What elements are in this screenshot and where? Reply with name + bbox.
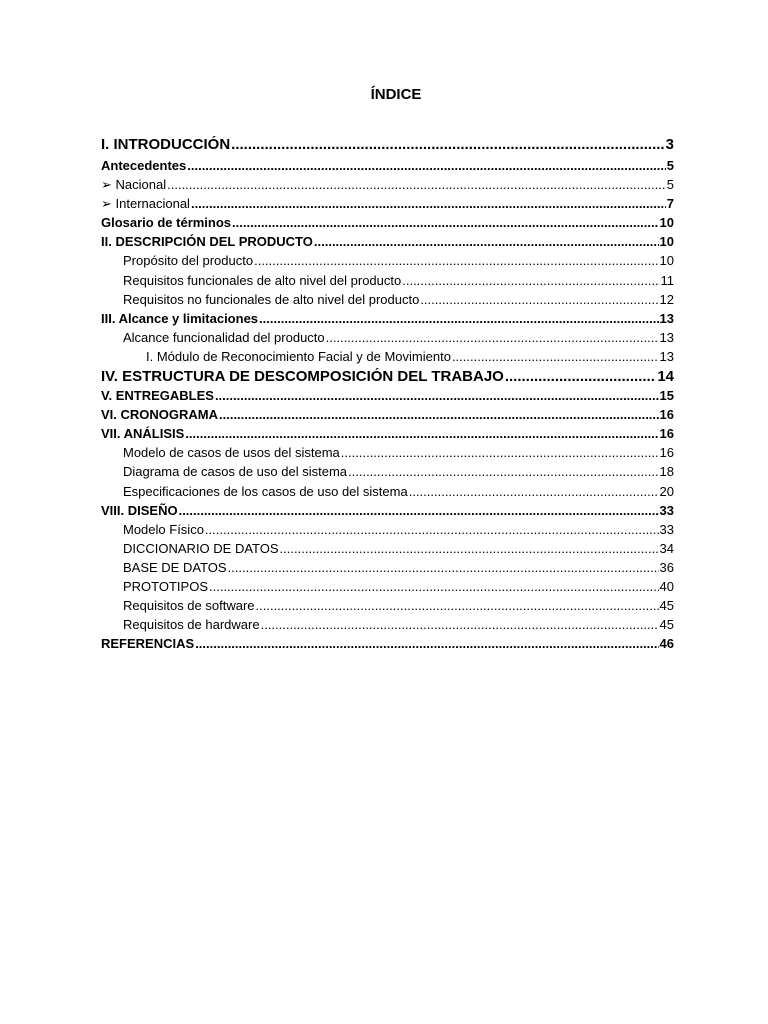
toc-page-number: 13 — [659, 329, 674, 345]
toc-page-number: 40 — [659, 578, 674, 594]
dot-leader — [341, 445, 659, 460]
toc-page-number: 10 — [659, 234, 674, 250]
toc-page-number: 13 — [659, 348, 674, 364]
dot-leader — [259, 311, 659, 326]
dot-leader — [326, 330, 659, 345]
dot-leader — [505, 368, 656, 385]
toc-page-number: 36 — [659, 559, 674, 575]
toc-page-number: 14 — [657, 368, 674, 386]
toc-entry[interactable] — [101, 388, 674, 407]
toc-entry-title: Requisitos de software — [123, 598, 255, 614]
dot-leader — [232, 215, 658, 230]
toc-entry-title: PROTOTIPOS — [123, 578, 208, 594]
toc-entry-title: Propósito del producto — [123, 253, 254, 269]
toc-entry-title: VI. CRONOGRAMA — [101, 407, 218, 423]
dot-leader — [348, 464, 659, 479]
dot-leader — [231, 136, 664, 153]
toc-entry[interactable] — [101, 349, 674, 368]
toc-entry[interactable] — [101, 215, 674, 234]
dot-leader — [219, 407, 659, 422]
dot-leader — [261, 617, 659, 632]
toc-entry[interactable] — [101, 617, 674, 636]
toc-entry-title: III. Alcance y limitaciones — [101, 310, 259, 326]
toc-entry-title: Diagrama de casos de uso del sistema — [123, 464, 348, 480]
toc-entry[interactable] — [101, 196, 674, 215]
toc-entry-title: Alcance funcionalidad del producto — [123, 329, 325, 345]
toc-entry[interactable] — [101, 541, 674, 560]
toc-entry[interactable] — [101, 311, 674, 330]
dot-leader — [402, 273, 659, 288]
toc-page-number: 33 — [659, 502, 674, 518]
table-of-contents — [101, 136, 674, 655]
toc-entry-title: Especificaciones de los casos de uso del sistema — [123, 483, 408, 499]
toc-page-number: 34 — [659, 540, 674, 556]
toc-entry-title: DICCIONARIO DE DATOS — [123, 540, 279, 556]
toc-entry[interactable] — [101, 598, 674, 617]
toc-entry-title: Requisitos de hardware — [123, 617, 260, 633]
toc-page-number: 11 — [660, 272, 674, 288]
toc-entry-title: I. INTRODUCCIÓN — [101, 136, 231, 153]
toc-entry[interactable] — [101, 503, 674, 522]
dot-leader — [409, 484, 659, 499]
toc-entry[interactable] — [101, 368, 674, 388]
toc-page-number: 16 — [659, 407, 674, 423]
toc-entry-title: Antecedentes — [101, 158, 187, 173]
dot-leader — [215, 388, 659, 403]
toc-entry-title: Requisitos no funcionales de alto nivel del producto — [123, 291, 420, 307]
dot-leader — [314, 234, 659, 249]
dot-leader — [191, 196, 666, 211]
toc-page-number: 20 — [659, 483, 674, 499]
toc-page-number: 18 — [659, 464, 674, 480]
toc-entry-title: II. DESCRIPCIÓN DEL PRODUCTO — [101, 234, 313, 250]
toc-entry-title: Modelo de casos de usos del sistema — [123, 445, 340, 461]
toc-entry-title: Requisitos funcionales de alto nivel del producto — [123, 272, 402, 288]
toc-entry[interactable] — [101, 273, 674, 292]
toc-entry[interactable] — [101, 253, 674, 272]
toc-page-number: 46 — [659, 636, 674, 652]
toc-entry[interactable] — [101, 177, 674, 196]
toc-page-number: 33 — [659, 521, 674, 537]
toc-page-number: 13 — [659, 310, 674, 326]
dot-leader — [167, 177, 666, 192]
toc-entry-title: Glosario de términos — [101, 215, 232, 231]
toc-entry-title: Modelo Físico — [123, 521, 204, 537]
toc-entry[interactable] — [101, 136, 674, 156]
dot-leader — [209, 579, 659, 594]
toc-page-number: 12 — [659, 291, 674, 307]
dot-leader — [256, 598, 659, 613]
toc-page-number: 16 — [659, 426, 674, 442]
dot-leader — [452, 349, 659, 364]
toc-entry[interactable] — [101, 445, 674, 464]
toc-page-number: 5 — [666, 177, 674, 193]
toc-entry-title: ➢ Nacional — [101, 177, 167, 193]
toc-entry-title: VII. ANÁLISIS — [101, 426, 185, 442]
dot-leader — [187, 158, 666, 173]
dot-leader — [205, 522, 659, 537]
toc-entry[interactable] — [101, 330, 674, 349]
toc-entry[interactable] — [101, 560, 674, 579]
toc-entry[interactable] — [101, 484, 674, 503]
toc-entry[interactable] — [101, 407, 674, 426]
dot-leader — [280, 541, 659, 556]
toc-entry[interactable] — [101, 464, 674, 483]
toc-entry-title: IV. ESTRUCTURA DE DESCOMPOSICIÓN DEL TRABAJO — [101, 368, 504, 386]
dot-leader — [195, 636, 658, 651]
toc-entry[interactable] — [101, 636, 674, 655]
toc-entry[interactable] — [101, 522, 674, 541]
toc-entry[interactable] — [101, 579, 674, 598]
dot-leader — [228, 560, 659, 575]
toc-page-number: 5 — [666, 158, 674, 173]
toc-entry[interactable] — [101, 234, 674, 253]
toc-page-number: 10 — [659, 253, 674, 269]
toc-entry[interactable] — [101, 158, 674, 177]
toc-entry-title: REFERENCIAS — [101, 636, 195, 652]
toc-page-number: 3 — [665, 136, 674, 153]
toc-page-number: 10 — [659, 215, 674, 231]
toc-page-number: 45 — [659, 617, 674, 633]
toc-entry-title: I. Módulo de Reconocimiento Facial y de Movimiento — [146, 348, 451, 364]
toc-page-number: 16 — [659, 445, 674, 461]
toc-entry-title: VIII. DISEÑO — [101, 502, 178, 518]
dot-leader — [420, 292, 658, 307]
toc-page-number: 7 — [666, 196, 674, 212]
toc-entry-title: BASE DE DATOS — [123, 559, 227, 575]
dot-leader — [185, 426, 658, 441]
dot-leader — [254, 253, 658, 268]
toc-entry-title: V. ENTREGABLES — [101, 388, 214, 404]
page-title: ÍNDICE — [370, 86, 422, 103]
toc-entry[interactable] — [101, 426, 674, 445]
toc-page-number: 45 — [659, 598, 674, 614]
dot-leader — [179, 503, 659, 518]
toc-page-number: 15 — [659, 388, 674, 404]
toc-entry-title: ➢ Internacional — [101, 196, 190, 212]
toc-entry[interactable] — [101, 292, 674, 311]
